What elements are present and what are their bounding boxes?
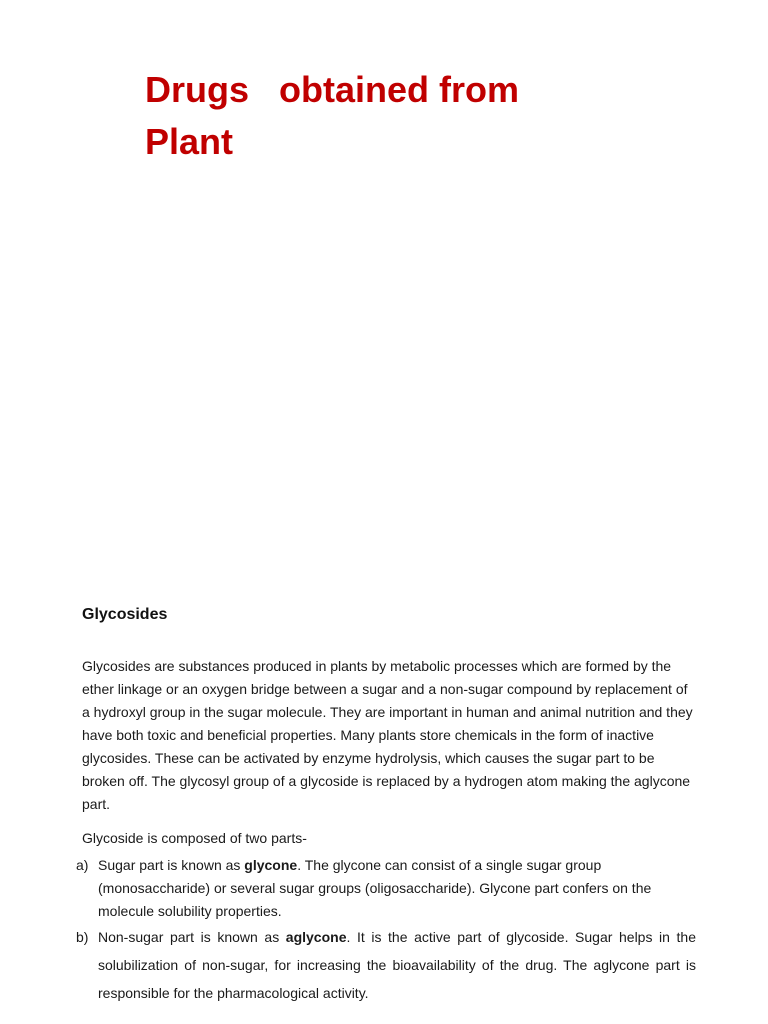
list-marker: a) <box>76 857 89 873</box>
glycosides-paragraph: Glycosides are substances produced in plants by metabolic processes which are formed by the ether linkage or an oxygen bridge between a sugar and a non-sugar compound by replacement of a hydroxyl group in the sugar molecule. They are important in human and animal nutrition and they have both toxic and beneficial properties. Many plants store chemicals in the form of inactive glycosides. These can be activated by enzyme hydrolysis, which causes the sugar part to be broken off. The glycosyl group of a glycoside is replaced by a hydrogen atom making the aglycone part. <box>82 658 693 812</box>
list-marker: b) <box>76 929 89 945</box>
list-item-glycone <box>76 854 696 923</box>
part-lead: Non-sugar part is known as <box>98 929 286 945</box>
list-item-aglycone <box>76 923 696 1007</box>
part-rest: . It is the active part of glycoside. Sugar helps in the solubilization of non-sugar, for increasing the bioavailability of the drug. The aglycone part is responsible for the pharmacological activity. <box>98 929 696 1001</box>
document-title: Drugs obtained from Plant <box>145 69 520 162</box>
term-glycone: glycone <box>244 857 298 873</box>
parts-list <box>76 854 696 1007</box>
term-aglycone: aglycone <box>285 929 347 945</box>
list-item-text <box>98 929 696 1001</box>
list-item-text <box>98 857 651 919</box>
parts-intro: Glycoside is composed of two parts- <box>82 830 307 846</box>
section-heading-glycosides: Glycosides <box>82 606 168 623</box>
part-rest: . The glycone can consist of a single sugar group (monosaccharide) or several sugar groups (oligosaccharide). Glycone part confers on the molecule solubility properties. <box>98 857 652 919</box>
part-lead: Sugar part is known as <box>98 857 245 873</box>
